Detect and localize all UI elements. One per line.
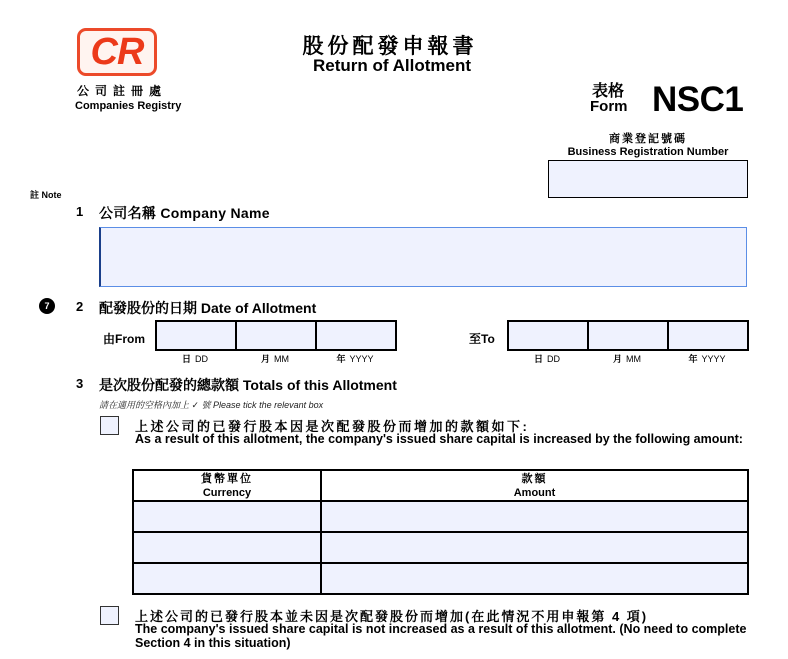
currency-input-2[interactable] <box>133 532 321 563</box>
registry-name-zh: 公司註冊處 <box>77 84 168 98</box>
amount-header-en: Amount <box>513 486 556 499</box>
not-increased-capital-checkbox[interactable] <box>100 606 119 625</box>
from-year-input[interactable] <box>317 322 395 349</box>
from-day-input[interactable] <box>157 322 237 349</box>
year-label-en: YYYY <box>701 354 726 364</box>
day-label-zh: 日 <box>181 354 191 364</box>
section-1-title: 公司名稱 Company Name <box>99 205 270 221</box>
form-label-zh: 表格 <box>592 83 625 100</box>
table-header-row <box>133 470 748 501</box>
option-1-text-en: As a result of this allotment, the company's issued share capital is increased by the following amount: <box>135 432 743 446</box>
registry-name-en: Companies Registry <box>75 100 182 112</box>
date-to-group <box>507 320 749 351</box>
option-2-text-en: The company's issued share capital is not increased as a result of this allotment. (No need to complete Section 4 in this situation) <box>135 622 747 650</box>
amount-input-1[interactable] <box>321 501 748 532</box>
section-2-number: 2 <box>76 299 84 314</box>
company-name-input[interactable] <box>99 227 747 287</box>
year-label-zh: 年 <box>336 354 346 364</box>
currency-input-3[interactable] <box>133 563 321 594</box>
to-month-input[interactable] <box>589 322 669 349</box>
section-3-number: 3 <box>76 376 84 391</box>
section-1-number: 1 <box>76 204 84 219</box>
currency-input-1[interactable] <box>133 501 321 532</box>
to-year-input[interactable] <box>669 322 747 349</box>
currency-header-en: Currency <box>202 486 252 499</box>
date-from-group <box>155 320 397 351</box>
year-label-zh: 年 <box>688 354 698 364</box>
month-label-en: MM <box>626 354 641 364</box>
amount-header <box>321 470 748 501</box>
currency-header <box>133 470 321 501</box>
date-to-sublabels <box>507 352 749 365</box>
form-title-en: Return of Allotment <box>312 56 472 75</box>
option-1-text-zh: 上述公司的已發行股本因是次配發股份而增加的款額如下: <box>135 419 530 434</box>
year-label-en: YYYY <box>349 354 374 364</box>
date-from-sublabels <box>155 352 397 365</box>
day-label-zh: 日 <box>533 354 543 364</box>
day-label-en: DD <box>195 354 208 364</box>
form-code: NSC1 <box>652 80 744 119</box>
brn-label-zh: 商業登記號碼 <box>609 133 687 145</box>
month-label-zh: 月 <box>612 354 622 364</box>
month-label-zh: 月 <box>260 354 270 364</box>
logo-text: CR <box>90 31 144 73</box>
date-to-label: 至To <box>469 332 495 346</box>
date-from-label: 由From <box>103 332 146 346</box>
table-row <box>133 532 748 563</box>
amount-input-2[interactable] <box>321 532 748 563</box>
currency-amount-table <box>132 469 749 595</box>
companies-registry-logo <box>77 28 157 76</box>
section-3-title: 是次股份配發的總款額 Totals of this Allotment <box>99 377 397 393</box>
increased-capital-checkbox[interactable] <box>100 416 119 435</box>
currency-header-zh: 貨幣單位 <box>201 472 253 485</box>
day-label-en: DD <box>547 354 560 364</box>
form-title-zh: 股份配發申報書 <box>302 35 478 58</box>
business-registration-number-input[interactable] <box>548 160 748 198</box>
note-column-label: 註 Note <box>30 190 62 200</box>
tick-box-hint: 請在適用的空格內加上 ✓ 號 Please tick the relevant box <box>99 400 324 410</box>
month-label-en: MM <box>274 354 289 364</box>
note-7-marker: 7 <box>39 298 55 314</box>
form-label-en: Form <box>590 98 628 115</box>
brn-label-en: Business Registration Number <box>567 146 729 158</box>
to-day-input[interactable] <box>509 322 589 349</box>
from-month-input[interactable] <box>237 322 317 349</box>
table-row <box>133 563 748 594</box>
amount-input-3[interactable] <box>321 563 748 594</box>
section-2-title: 配發股份的日期 Date of Allotment <box>99 300 317 316</box>
option-2-text-zh: 上述公司的已發行股本並未因是次配發股份而增加(在此情況不用申報第 4 項) <box>135 609 649 624</box>
amount-header-zh: 款額 <box>521 472 548 485</box>
table-row <box>133 501 748 532</box>
